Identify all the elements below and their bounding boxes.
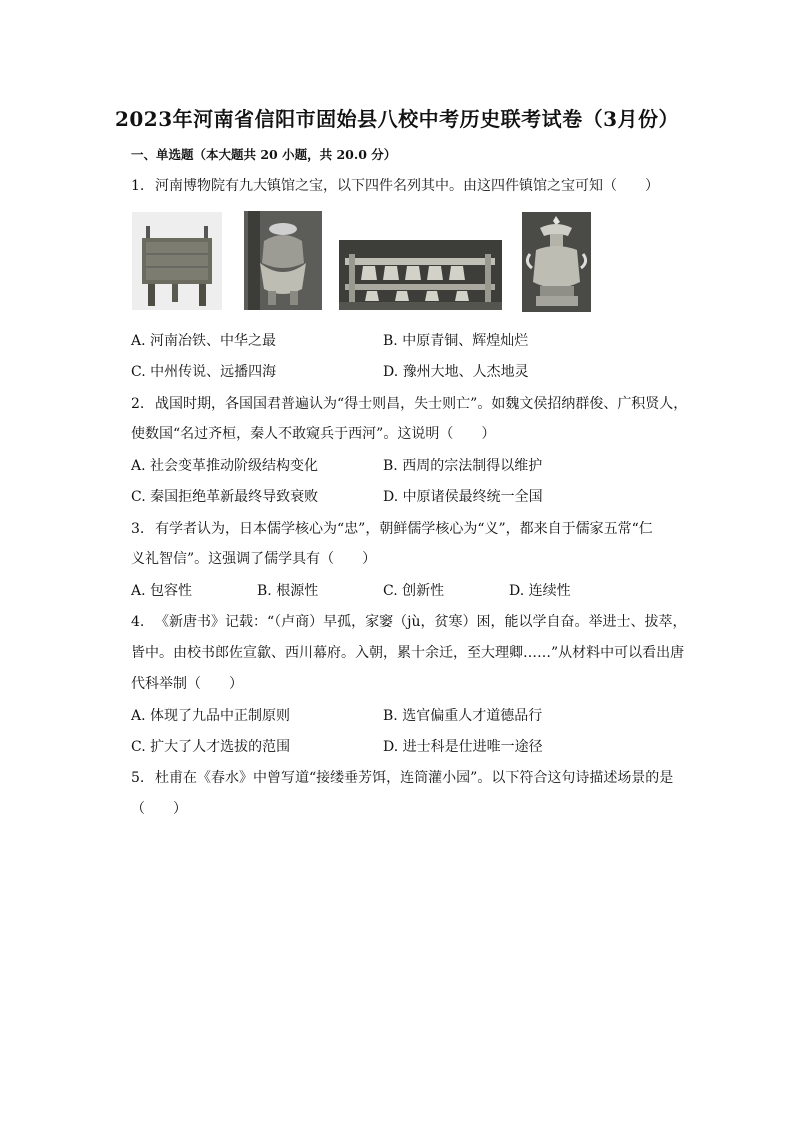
question-5-line-2: （ ） (131, 801, 187, 817)
q4-option-b: B. 选官偏重人才道德品行 (383, 708, 543, 724)
chime-bells-image (339, 240, 502, 310)
question-3 (131, 519, 653, 539)
q3-option-d: D. 连续性 (509, 583, 571, 599)
bronze-ding-icon (132, 212, 222, 310)
q4-option-a: A. 体现了九品中正制原则 (131, 708, 291, 724)
q2-option-c: C. 秦国拒绝革新最终导致衰败 (131, 489, 319, 505)
question-5 (131, 768, 673, 788)
question-number: 5. (131, 770, 145, 786)
question-number: 2. (131, 396, 145, 412)
lotus-crane-hu-icon (522, 212, 591, 312)
bronze-vessel-image (244, 211, 322, 310)
question-number: 3. (131, 521, 145, 537)
bronze-vessel-icon (244, 211, 322, 310)
q3-option-a: A. 包容性 (131, 583, 193, 599)
q1-option-c: C. 中州传说、远播四海 (131, 364, 277, 380)
lotus-crane-hu-image (522, 212, 591, 312)
question-text: 有学者认为，日本儒学核心为“忠”，朝鲜儒学核心为“义”，都来自于儒家五常“仁 (155, 521, 653, 537)
question-number: 1. (131, 178, 145, 194)
question-text: 河南博物院有九大镇馆之宝，以下四件名列其中。由这四件镇馆之宝可知（ ） (155, 178, 659, 194)
q1-option-a: A. 河南冶铁、中华之最 (131, 333, 277, 349)
question-number: 4. (131, 614, 145, 630)
q2-option-d: D. 中原诸侯最终统一全国 (383, 489, 543, 505)
q3-option-b: B. 根源性 (257, 583, 319, 599)
q3-option-c: C. 创新性 (383, 583, 445, 599)
bronze-ding-image (132, 212, 222, 310)
question-2 (131, 394, 687, 414)
question-text: 杜甫在《春水》中曾写道“接缕垂芳饵，连筒灌小园”。以下符合这句诗描述场景的是 (155, 770, 674, 786)
question-text: 《新唐书》记载：“（卢商）早孤，家窭（jù，贫寒）困，能以学自奋。举进士、拔萃， (155, 614, 687, 630)
question-2-line-2: 使数国“名过齐桓，秦人不敢窥兵于西河”。这说明（ ） (131, 426, 496, 442)
q2-option-b: B. 西周的宗法制得以维护 (383, 458, 543, 474)
q1-option-d: D. 豫州大地、人杰地灵 (383, 364, 529, 380)
q4-option-c: C. 扩大了人才选拔的范围 (131, 739, 291, 755)
question-4 (131, 612, 687, 632)
q4-option-d: D. 进士科是仕进唯一途径 (383, 739, 543, 755)
section-heading: 一、单选题（本大题共 20 小题，共 20.0 分） (131, 147, 397, 162)
question-4-line-3: 代科举制（ ） (131, 676, 243, 692)
question-4-line-2: 皆中。由校书郎佐宣歙、西川幕府。入朝，累十余迁，至大理卿……”从材料中可以看出唐 (131, 645, 685, 661)
q1-option-b: B. 中原青铜、辉煌灿烂 (383, 333, 529, 349)
question-3-line-2: 义礼智信”。这强调了儒学具有（ ） (131, 551, 377, 567)
question-text: 战国时期，各国国君普遍认为“得士则昌，失士则亡”。如魏文侯招纳群俊、广积贤人， (155, 396, 688, 412)
page-title: 2023年河南省信阳市固始县八校中考历史联考试卷（3月份） (114, 107, 680, 131)
chime-bells-icon (339, 240, 502, 310)
q2-option-a: A. 社会变革推动阶级结构变化 (131, 458, 319, 474)
question-1 (131, 176, 659, 196)
